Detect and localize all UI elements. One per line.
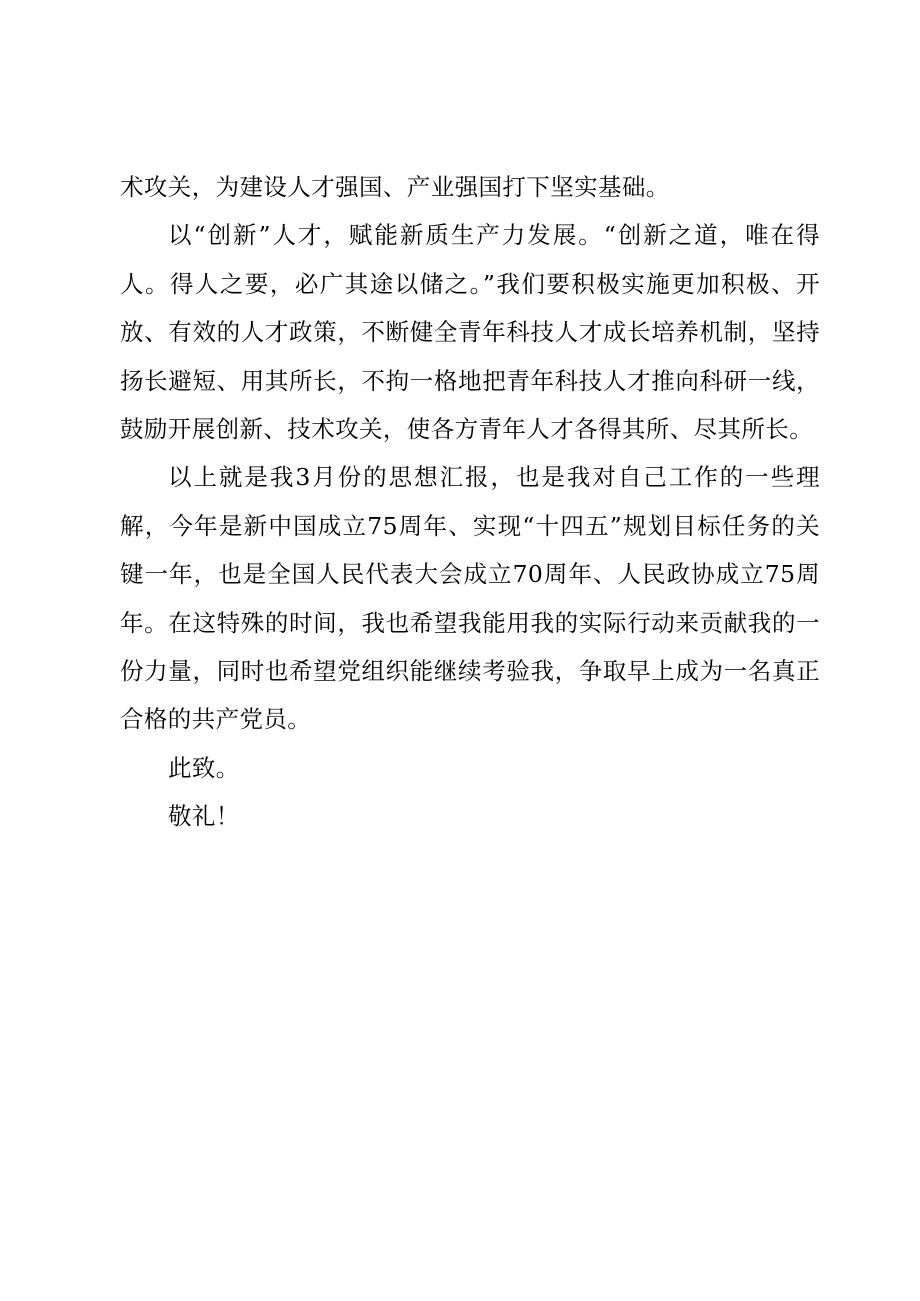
paragraph-continuation: 术攻关，为建设人才强国、产业强国打下坚实基础。: [120, 173, 670, 201]
closing-salutation: 此致。: [168, 753, 240, 782]
document-body: [120, 163, 820, 841]
closing-regards: 敬礼！: [168, 802, 240, 831]
paragraph-report-summary: 以上就是我3月份的思想汇报，也是我对自己工作的一些理解，今年是新中国成立75周年、实现“十四五”规划目标任务的关键一年，也是全国人民代表大会成立70周年、人民政协成立75周年。在这特殊的时间，我也希望我能用我的实际行动来贡献我的一份力量，同时也希望党组织能继续考验我，争取早上成为一名真正合格的共产党员。: [120, 463, 820, 734]
paragraph-innovation-talent: 以“创新”人才，赋能新质生产力发展。“创新之道，唯在得人。得人之要，必广其途以储之。”我们要积极实施更加积极、开放、有效的人才政策，不断健全青年科技人才成长培养机制，坚持扬长避短、用其所长，不拘一格地把青年科技人才推向科研一线，鼓励开展创新、技术攻关，使各方青年人才各得其所、尽其所长。: [120, 221, 820, 444]
